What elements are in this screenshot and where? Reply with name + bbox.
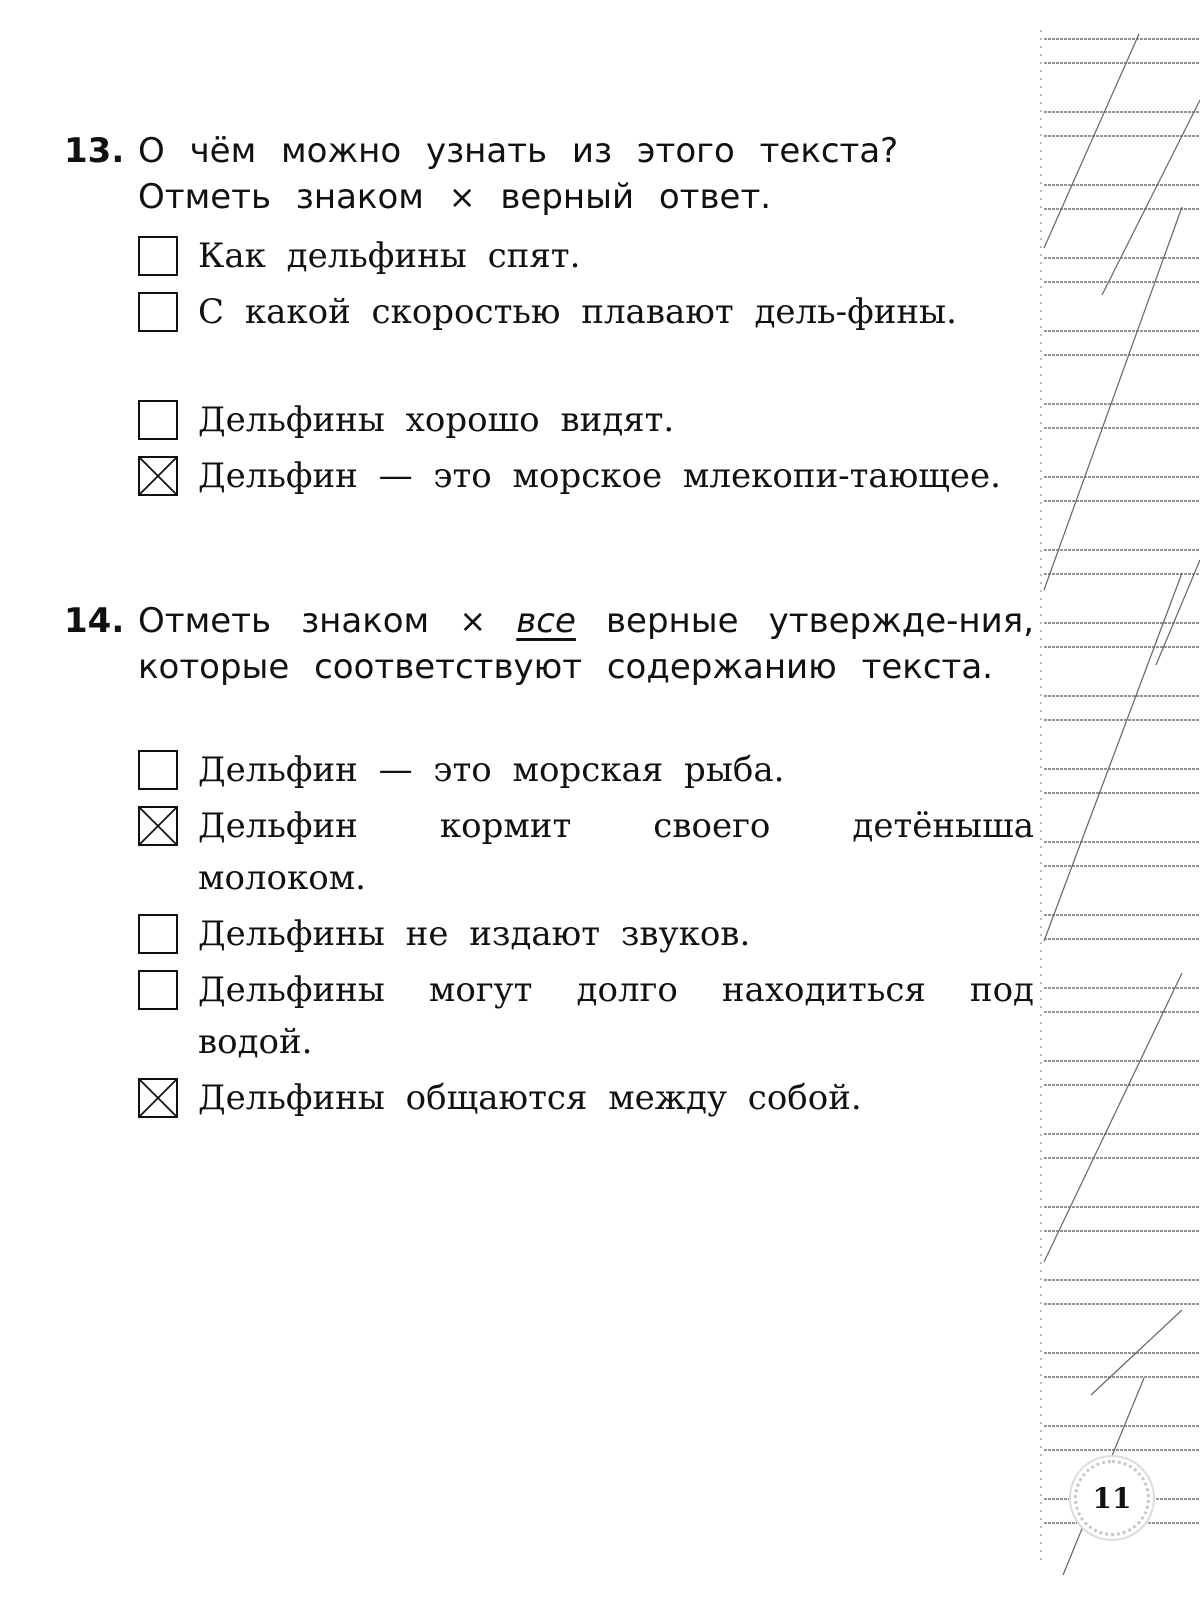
option-text: Дельфин кормит своего детёныша молоком. [198, 806, 1034, 898]
checkbox-unchecked[interactable] [138, 292, 178, 332]
handwriting-margin [1036, 0, 1200, 1600]
checkbox-unchecked[interactable] [138, 400, 178, 440]
x-check-icon [140, 458, 176, 494]
option-text: Дельфины общаются между собой. [198, 1078, 862, 1118]
prompt-text: Отметь знаком [138, 177, 424, 217]
task-prompt [138, 128, 1034, 220]
option-text: Дельфины могут долго находиться под водой. [198, 970, 1034, 1062]
checkbox-checked[interactable] [138, 1078, 178, 1118]
task-14 [64, 598, 1034, 1138]
prompt-text: верный ответ. [500, 177, 772, 217]
option-text: Дельфин — это морская рыба. [198, 750, 785, 790]
page-number: 11 [1092, 1481, 1132, 1515]
task-prompt [138, 598, 1034, 690]
checkbox-checked[interactable] [138, 806, 178, 846]
task-number: 14. [64, 601, 125, 641]
prompt-line-1: О чём можно узнать из этого текста? [138, 131, 899, 171]
checkbox-unchecked[interactable] [138, 914, 178, 954]
task-13 [64, 128, 1034, 568]
checkbox-checked[interactable] [138, 456, 178, 496]
option-text: Дельфин — это морское млекопи-тающее. [198, 456, 1001, 496]
prompt-text: Отметь знаком [138, 601, 430, 641]
x-check-icon [140, 1080, 176, 1116]
option-text: Дельфины хорошо видят. [198, 400, 675, 440]
option-text: Как дельфины спят. [198, 236, 581, 276]
cross-mark-icon: × [459, 602, 487, 640]
emphasis-word: все [516, 601, 576, 641]
ruled-lines [1036, 0, 1200, 1600]
checkbox-unchecked[interactable] [138, 970, 178, 1010]
checkbox-unchecked[interactable] [138, 750, 178, 790]
cross-mark-icon: × [448, 178, 476, 216]
checkbox-unchecked[interactable] [138, 236, 178, 276]
option-text: Дельфины не издают звуков. [198, 914, 751, 954]
prompt-text: верные утвержде-ния, которые соответствуют содержанию текста. [138, 601, 1035, 687]
page-number-badge [1074, 1460, 1150, 1536]
task-number: 13. [64, 131, 125, 171]
x-check-icon [140, 808, 176, 844]
option-text: С какой скоростью плавают дель-фины. [198, 292, 957, 332]
